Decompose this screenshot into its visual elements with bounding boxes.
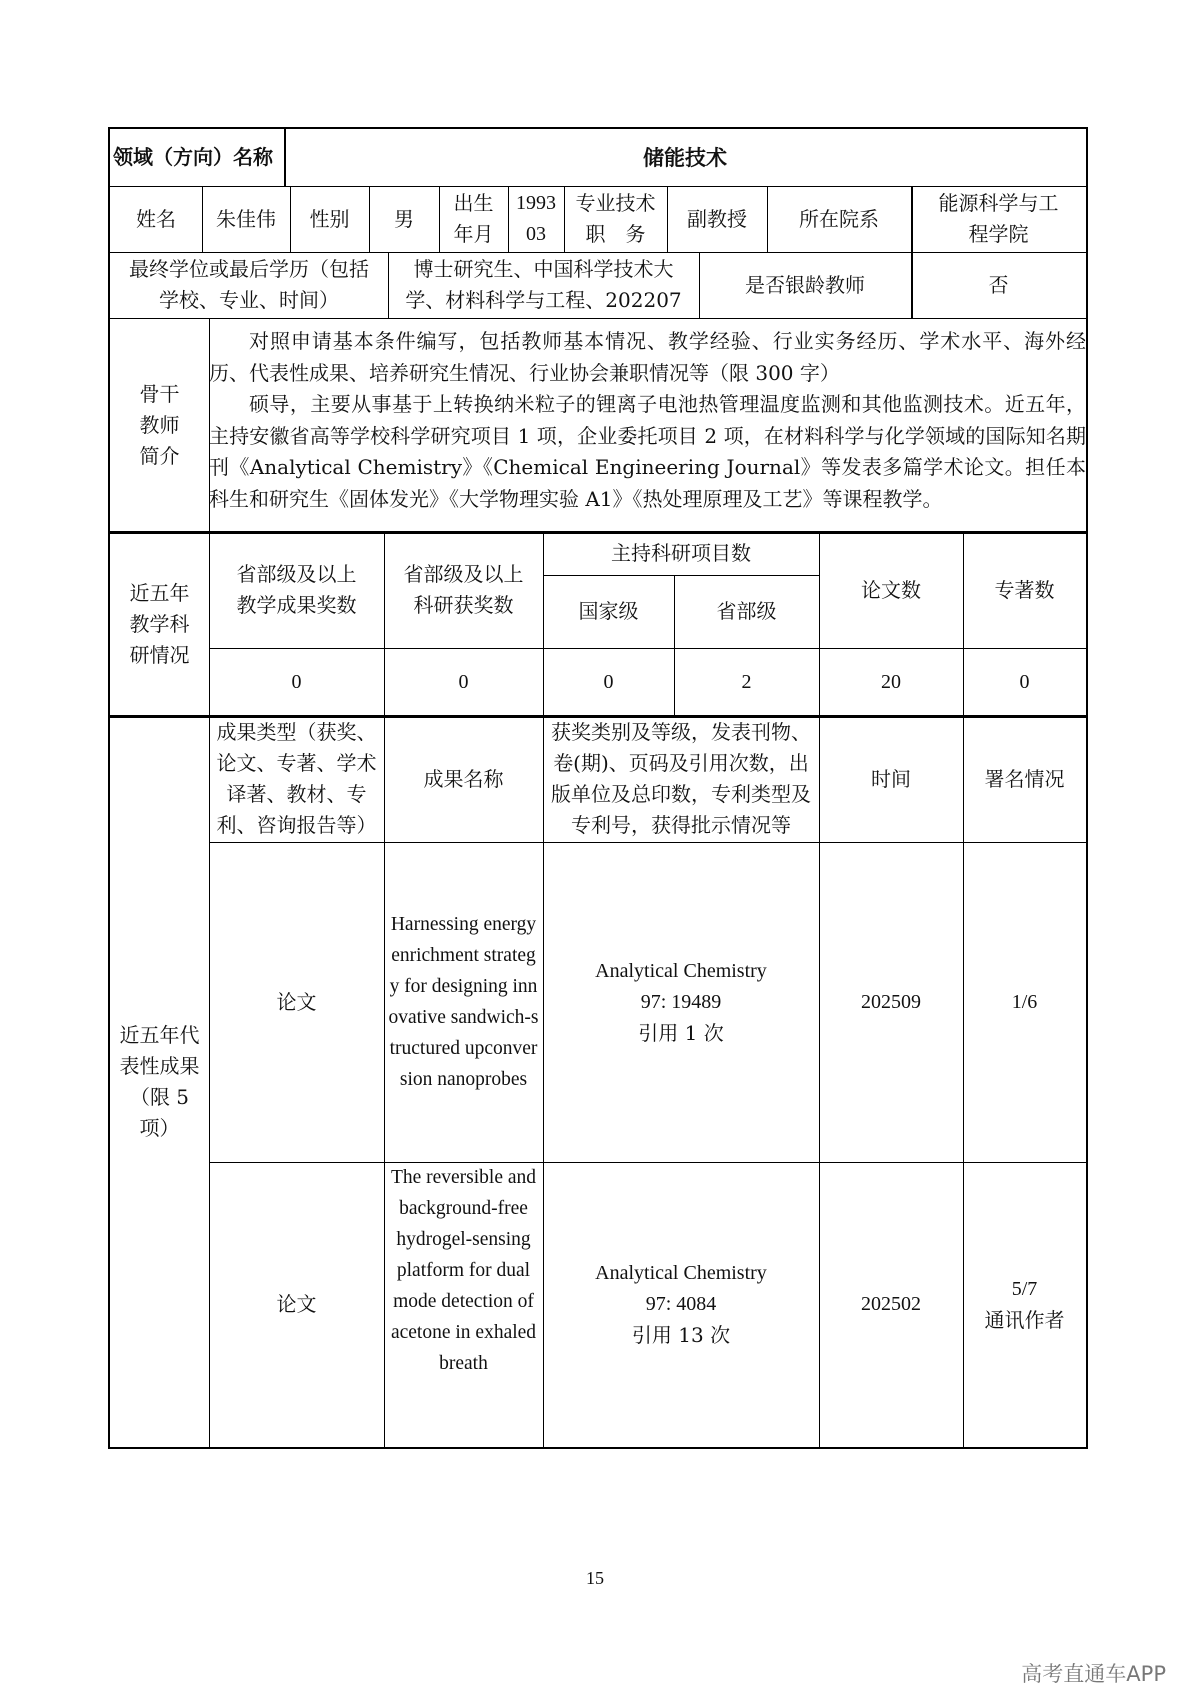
grid-line <box>767 186 768 252</box>
field-label: 领域（方向）名称 <box>113 145 273 169</box>
national-projects-count: 0 <box>603 670 614 693</box>
grid-line <box>699 252 700 318</box>
gender-label: 性别 <box>309 206 350 231</box>
achievement-type: 论文 <box>276 1292 317 1316</box>
achievements-label: 近五年代表性成果（限 5 项） <box>119 1022 200 1140</box>
grid-line <box>209 318 210 1447</box>
grid-line <box>202 186 203 252</box>
grid-line <box>209 842 1086 843</box>
watermark: 高考直通车APP <box>1021 1662 1166 1686</box>
grid-line <box>674 575 675 716</box>
grid-line <box>110 318 1086 319</box>
achievement-sign-cell <box>963 1162 1086 1447</box>
provincial-projects-count: 2 <box>741 670 752 693</box>
achievement-sign: 1/6 <box>1011 990 1038 1013</box>
achievement-type-header: 成果类型（获奖、论文、专著、学术译著、教材、专利、咨询报告等） <box>216 720 377 837</box>
grid-line <box>110 715 1086 718</box>
citation-count: 引用 1 次 <box>638 1020 724 1045</box>
grid-line <box>209 1162 1086 1163</box>
projects-header: 主持科研项目数 <box>611 541 751 565</box>
papers-count: 20 <box>881 670 901 693</box>
silver-teacher-value: 否 <box>988 272 1009 297</box>
achievement-sign: 5/7 <box>1011 1277 1038 1300</box>
achievement-time-header: 时间 <box>871 766 911 791</box>
stats-label: 近五年教学科研情况 <box>129 580 190 667</box>
journal-name: Analytical Chemistry <box>595 959 767 982</box>
grid-line <box>290 186 291 252</box>
grid-line <box>508 186 509 252</box>
research-award-header: 省部级及以上科研获奖数 <box>403 562 524 617</box>
achievement-detail <box>543 842 819 1162</box>
grid-line <box>284 129 286 186</box>
grid-line <box>911 186 913 318</box>
teaching-award-count: 0 <box>291 670 302 693</box>
achievement-time: 202509 <box>861 990 921 1013</box>
achievement-time: 202502 <box>861 1293 921 1315</box>
grid-line <box>388 252 389 318</box>
birth-value: 1993 03 <box>516 192 556 245</box>
grid-line <box>819 532 820 1447</box>
books-header: 专著数 <box>994 577 1055 602</box>
grid-line <box>384 532 385 1447</box>
achievement-detail <box>543 1162 819 1447</box>
national-projects-header: 国家级 <box>578 599 639 623</box>
grid-line <box>110 186 1086 187</box>
page-number: 15 <box>586 1568 604 1588</box>
title-label: 专业技术 职 务 <box>575 191 656 246</box>
grid-line <box>439 186 440 252</box>
journal-volume: 97: 4084 <box>645 1293 717 1315</box>
provincial-projects-header: 省部级 <box>716 599 777 623</box>
grid-line <box>963 532 964 1447</box>
name-label: 姓名 <box>136 206 176 231</box>
achievement-type: 论文 <box>276 989 317 1014</box>
grid-line <box>110 252 1086 253</box>
journal-volume: 97: 19489 <box>640 990 722 1013</box>
achievement-name-header: 成果名称 <box>423 766 504 791</box>
grid-line <box>543 575 819 576</box>
grid-line <box>110 531 1086 534</box>
grid-line <box>209 648 1086 649</box>
birth-label: 出生年月 <box>453 191 494 246</box>
achievement-title: The reversible and background-free hydrogel-sensing platform for dual mode detection of acetone in exhaled breath <box>390 1167 537 1374</box>
field-value: 储能技术 <box>643 145 727 170</box>
grid-line <box>564 186 565 252</box>
name-value: 朱佳伟 <box>216 206 276 231</box>
citation-count: 引用 13 次 <box>631 1323 731 1347</box>
degree-value: 博士研究生、中国科学技术大学、材料科学与工程、202207 <box>405 257 682 312</box>
intro-label: 骨干教师简介 <box>139 381 180 468</box>
journal-name: Analytical Chemistry <box>595 1262 767 1284</box>
intro-body: 硕导，主要从事基于上转换纳米粒子的锂离子电池热管理温度监测和其他监测技术。近五年，主持安徽省高等学校科学研究项目 1 项，企业委托项目 2 项，在材料科学与化学领域的国际知名期刊《Analytical Chemistry》《Chemical Engineering Journal》等发表多篇学术论文。担任本科生和研究生《固体发光》《大学物理实验 A1》《热处理原理及工艺》等课程教学。 <box>209 392 1086 511</box>
application-form-table <box>108 127 1088 1449</box>
teaching-award-header: 省部级及以上教学成果奖数 <box>236 562 357 617</box>
department-value: 能源科学与工程学院 <box>938 191 1059 246</box>
department-label: 所在院系 <box>799 206 879 231</box>
silver-teacher-label: 是否银龄教师 <box>745 272 865 297</box>
gender-value: 男 <box>394 206 414 231</box>
books-count: 0 <box>1019 670 1030 693</box>
achievement-title: Harnessing energy enrichment strategy for designing innovative sandwich-structured upconversion nanoprobes <box>388 914 539 1090</box>
degree-label: 最终学位或最后学历（包括学校、专业、时间） <box>129 257 369 312</box>
grid-line <box>543 532 544 1447</box>
intro-text <box>209 326 1086 528</box>
achievement-detail-header: 获奖类别及等级，发表刊物、卷(期)、页码及引用次数，出版单位及总印数，专利类型及专利号，获得批示情况等 <box>551 720 811 837</box>
title-value: 副教授 <box>687 206 747 231</box>
research-award-count: 0 <box>458 670 469 693</box>
papers-header: 论文数 <box>861 577 921 602</box>
achievement-sign-header: 署名情况 <box>984 766 1065 791</box>
intro-instruction: 对照申请基本条件编写，包括教师基本情况、教学经验、行业实务经历、学术水平、海外经历、代表性成果、培养研究生情况、行业协会兼职情况等（限 300 字） <box>209 329 1086 385</box>
grid-line <box>369 186 370 252</box>
author-role: 通讯作者 <box>984 1307 1065 1332</box>
grid-line <box>667 186 668 252</box>
